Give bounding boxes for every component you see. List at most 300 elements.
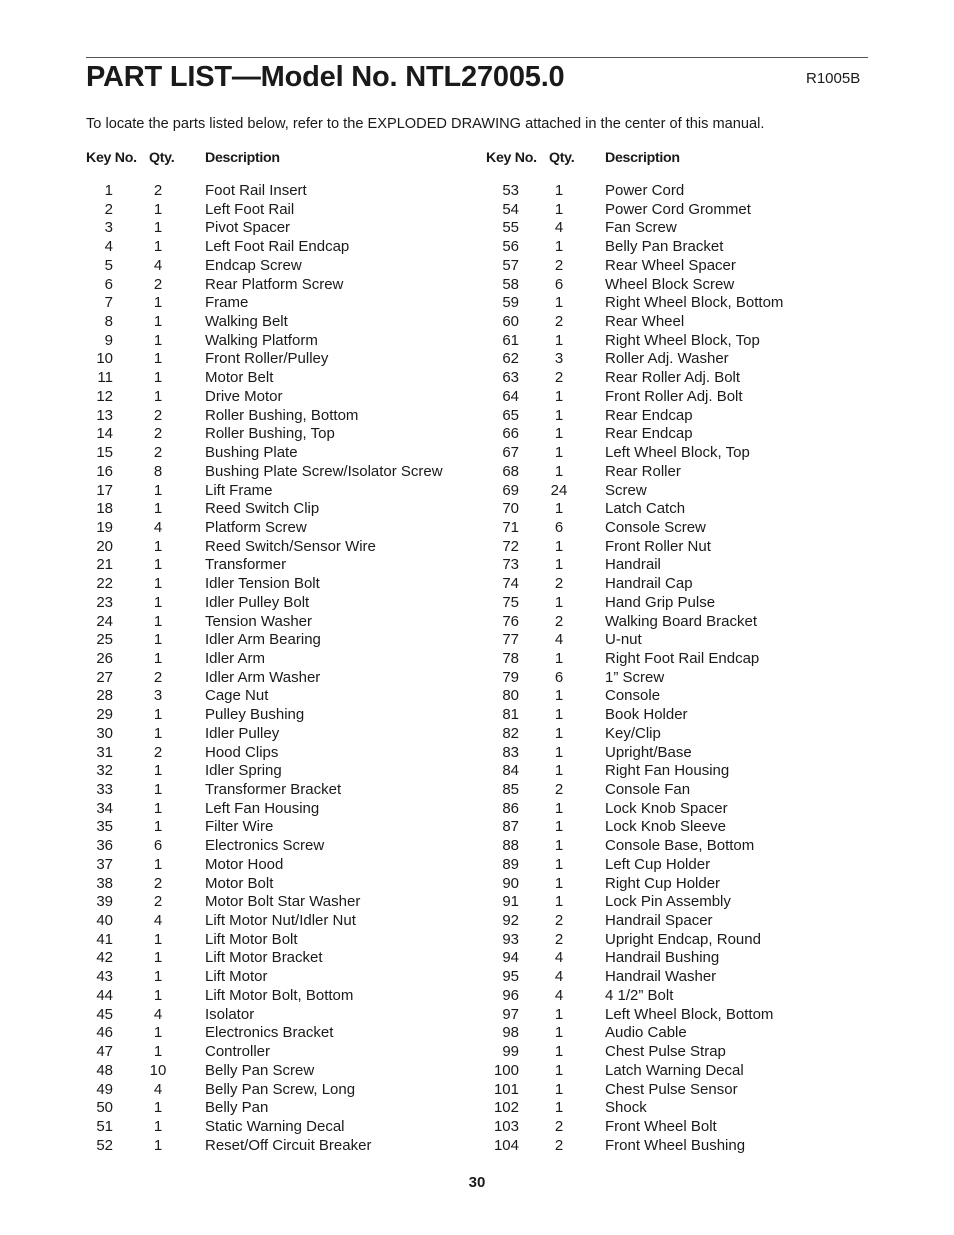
part-row <box>484 1043 884 1062</box>
part-key-no: 96 <box>502 986 519 1004</box>
part-qty: 4 <box>153 1080 163 1098</box>
part-description: Idler Spring <box>205 762 282 780</box>
part-description: Front Roller/Pulley <box>205 350 329 368</box>
part-row <box>84 257 484 276</box>
part-qty: 1 <box>554 1005 564 1023</box>
part-row <box>84 575 484 594</box>
parts-list <box>84 182 484 1155</box>
part-qty: 4 <box>554 986 564 1004</box>
part-row <box>484 1118 884 1137</box>
part-row <box>484 276 884 295</box>
part-row <box>484 238 884 257</box>
column-header <box>84 150 484 172</box>
part-description: Belly Pan Bracket <box>605 238 724 256</box>
part-qty: 1 <box>153 481 163 499</box>
part-description: Left Foot Rail <box>205 200 295 218</box>
part-qty: 2 <box>153 275 163 293</box>
part-description: Roller Bushing, Bottom <box>205 406 359 424</box>
part-qty: 2 <box>554 369 564 387</box>
part-row <box>84 388 484 407</box>
part-row <box>84 369 484 388</box>
document-code: R1005B <box>806 70 861 87</box>
part-key-no: 95 <box>502 968 519 986</box>
part-qty: 1 <box>153 706 163 724</box>
part-description: Motor Bolt Star Washer <box>205 893 361 911</box>
part-key-no: 20 <box>96 537 113 555</box>
part-key-no: 7 <box>104 294 113 312</box>
part-row <box>84 313 484 332</box>
part-row <box>484 1081 884 1100</box>
part-qty: 1 <box>554 855 564 873</box>
part-qty: 2 <box>554 781 564 798</box>
part-key-no: 47 <box>96 1043 113 1061</box>
part-row <box>484 912 884 931</box>
part-row <box>484 482 884 501</box>
part-row <box>484 388 884 407</box>
part-row <box>484 613 884 632</box>
part-qty: 1 <box>153 1117 163 1135</box>
part-description: Bushing Plate <box>205 444 298 462</box>
part-row <box>84 762 484 781</box>
part-key-no: 9 <box>104 331 113 349</box>
part-key-no: 52 <box>96 1136 113 1154</box>
part-key-no: 92 <box>502 912 519 930</box>
part-qty: 6 <box>554 275 564 293</box>
part-key-no: 17 <box>96 481 113 499</box>
part-description: Motor Bolt <box>205 874 274 892</box>
part-description: Handrail Washer <box>605 968 717 986</box>
header-qty: Qty. <box>549 150 575 166</box>
part-row <box>484 669 884 688</box>
part-row <box>84 294 484 313</box>
part-description: Audio Cable <box>605 1024 687 1042</box>
part-key-no: 81 <box>502 706 519 724</box>
part-row <box>84 781 484 800</box>
part-key-no: 32 <box>96 762 113 780</box>
part-description: Reset/Off Circuit Breaker <box>205 1136 372 1154</box>
part-key-no: 69 <box>502 481 519 499</box>
part-key-no: 88 <box>502 837 519 855</box>
part-row <box>484 500 884 519</box>
part-row <box>484 538 884 557</box>
part-key-no: 98 <box>502 1024 519 1042</box>
part-key-no: 76 <box>502 612 519 630</box>
part-qty: 2 <box>554 912 564 930</box>
part-description: Idler Pulley <box>205 724 280 742</box>
part-key-no: 83 <box>502 743 519 761</box>
part-qty: 2 <box>554 256 564 274</box>
header-qty: Qty. <box>149 150 175 166</box>
part-row <box>484 444 884 463</box>
part-description: Front Roller Nut <box>605 537 711 555</box>
part-row <box>84 463 484 482</box>
part-key-no: 35 <box>96 818 113 836</box>
part-row <box>84 856 484 875</box>
part-description: Left Fan Housing <box>205 799 320 817</box>
part-row <box>84 482 484 501</box>
part-description: Motor Hood <box>205 855 284 873</box>
part-qty: 1 <box>554 874 564 892</box>
part-qty: 6 <box>554 668 564 686</box>
part-key-no: 14 <box>96 425 113 443</box>
part-description: Walking Platform <box>205 331 318 349</box>
part-qty: 2 <box>554 575 564 593</box>
part-qty: 1 <box>554 649 564 667</box>
part-qty: 1 <box>554 1099 564 1117</box>
part-description: Belly Pan <box>205 1099 269 1117</box>
part-key-no: 3 <box>104 219 113 237</box>
part-description: Lift Frame <box>205 481 273 499</box>
part-row <box>84 818 484 837</box>
part-qty: 1 <box>554 1061 564 1079</box>
part-description: Front Wheel Bushing <box>605 1136 746 1154</box>
part-row <box>484 1024 884 1043</box>
part-description: Hood Clips <box>205 743 279 761</box>
part-key-no: 24 <box>96 612 113 630</box>
part-key-no: 90 <box>502 874 519 892</box>
part-key-no: 30 <box>96 724 113 742</box>
part-key-no: 46 <box>96 1024 113 1042</box>
part-qty: 1 <box>554 556 564 574</box>
part-description: Idler Arm Washer <box>205 668 321 686</box>
part-qty: 2 <box>153 406 163 424</box>
part-key-no: 94 <box>502 949 519 967</box>
part-qty: 2 <box>554 612 564 630</box>
part-row <box>84 1099 484 1118</box>
part-qty: 2 <box>554 1136 564 1154</box>
part-key-no: 73 <box>502 556 519 574</box>
part-description: Console Fan <box>605 781 691 798</box>
part-description: Handrail Cap <box>605 575 693 593</box>
part-row <box>484 837 884 856</box>
part-description: Reed Switch/Sensor Wire <box>205 537 376 555</box>
part-qty: 1 <box>153 1099 163 1117</box>
part-description: Lift Motor Bolt, Bottom <box>205 986 354 1004</box>
part-description: Handrail <box>605 556 661 574</box>
part-qty: 2 <box>153 182 163 199</box>
part-row <box>484 350 884 369</box>
part-key-no: 21 <box>96 556 113 574</box>
part-key-no: 59 <box>502 294 519 312</box>
part-row <box>484 219 884 238</box>
part-row <box>484 294 884 313</box>
part-description: Left Wheel Block, Bottom <box>605 1005 774 1023</box>
part-row <box>84 556 484 575</box>
part-description: Motor Belt <box>205 369 274 387</box>
part-qty: 1 <box>554 200 564 218</box>
part-row <box>484 369 884 388</box>
part-qty: 1 <box>153 331 163 349</box>
part-row <box>84 332 484 351</box>
part-description: Idler Arm Bearing <box>205 631 321 649</box>
part-qty: 3 <box>554 350 564 368</box>
part-qty: 1 <box>554 406 564 424</box>
page-number: 30 <box>468 1174 486 1191</box>
part-qty: 1 <box>554 893 564 911</box>
part-key-no: 60 <box>502 313 519 331</box>
part-key-no: 43 <box>96 968 113 986</box>
part-row <box>484 800 884 819</box>
part-qty: 1 <box>153 799 163 817</box>
part-description: Upright Endcap, Round <box>605 930 761 948</box>
header-description: Description <box>205 150 280 166</box>
part-key-no: 86 <box>502 799 519 817</box>
part-key-no: 99 <box>502 1043 519 1061</box>
part-row <box>484 818 884 837</box>
part-row <box>484 762 884 781</box>
part-description: Front Roller Adj. Bolt <box>605 387 743 405</box>
part-row <box>484 182 884 201</box>
part-qty: 2 <box>153 874 163 892</box>
part-row <box>484 856 884 875</box>
part-key-no: 2 <box>104 200 113 218</box>
part-key-no: 13 <box>96 406 113 424</box>
part-row <box>484 1006 884 1025</box>
intro-text: To locate the parts listed below, refer to the EXPLODED DRAWING attached in the center of this manual. <box>86 116 765 132</box>
part-key-no: 66 <box>502 425 519 443</box>
part-description: Chest Pulse Sensor <box>605 1080 738 1098</box>
part-key-no: 4 <box>104 238 113 256</box>
part-key-no: 38 <box>96 874 113 892</box>
part-row <box>84 949 484 968</box>
part-description: Shock <box>605 1099 647 1117</box>
part-description: Rear Endcap <box>605 406 693 424</box>
part-description: Walking Board Bracket <box>605 612 758 630</box>
part-description: Rear Wheel <box>605 313 685 331</box>
part-description: Transformer Bracket <box>205 781 342 798</box>
part-row <box>84 1081 484 1100</box>
part-qty: 2 <box>153 668 163 686</box>
part-qty: 1 <box>153 593 163 611</box>
part-description: Cage Nut <box>205 687 269 705</box>
part-description: Electronics Bracket <box>205 1024 334 1042</box>
part-key-no: 70 <box>502 500 519 518</box>
top-rule <box>86 57 868 58</box>
part-qty: 2 <box>554 313 564 331</box>
part-key-no: 23 <box>96 593 113 611</box>
part-description: Console Screw <box>605 518 706 536</box>
part-qty: 1 <box>153 369 163 387</box>
part-key-no: 41 <box>96 930 113 948</box>
part-description: Right Foot Rail Endcap <box>605 649 760 667</box>
part-description: Screw <box>605 481 647 499</box>
part-key-no: 26 <box>96 649 113 667</box>
part-key-no: 33 <box>96 781 113 798</box>
part-qty: 1 <box>554 1080 564 1098</box>
part-description: Lift Motor <box>205 968 268 986</box>
part-description: Idler Tension Bolt <box>205 575 320 593</box>
part-row <box>484 781 884 800</box>
part-qty: 1 <box>153 855 163 873</box>
part-key-no: 58 <box>502 275 519 293</box>
part-row <box>84 837 484 856</box>
part-description: Roller Bushing, Top <box>205 425 335 443</box>
part-qty: 1 <box>153 500 163 518</box>
part-row <box>84 219 484 238</box>
part-key-no: 49 <box>96 1080 113 1098</box>
part-row <box>84 1024 484 1043</box>
part-qty: 2 <box>554 1117 564 1135</box>
part-key-no: 16 <box>96 462 113 480</box>
part-key-no: 19 <box>96 518 113 536</box>
part-description: Lock Pin Assembly <box>605 893 731 911</box>
part-description: Rear Roller <box>605 462 681 480</box>
part-key-no: 64 <box>502 387 519 405</box>
part-qty: 1 <box>554 724 564 742</box>
part-key-no: 15 <box>96 444 113 462</box>
part-qty: 1 <box>554 743 564 761</box>
part-qty: 1 <box>153 350 163 368</box>
part-row <box>484 425 884 444</box>
part-qty: 1 <box>554 593 564 611</box>
part-qty: 1 <box>153 200 163 218</box>
part-row <box>84 968 484 987</box>
part-row <box>484 1099 884 1118</box>
part-row <box>84 613 484 632</box>
part-description: Rear Platform Screw <box>205 275 344 293</box>
part-description: Rear Roller Adj. Bolt <box>605 369 741 387</box>
part-description: U-nut <box>605 631 642 649</box>
part-qty: 3 <box>153 687 163 705</box>
part-qty: 1 <box>554 687 564 705</box>
part-key-no: 28 <box>96 687 113 705</box>
part-row <box>84 687 484 706</box>
part-key-no: 103 <box>493 1117 519 1135</box>
part-row <box>84 1043 484 1062</box>
part-qty: 1 <box>153 238 163 256</box>
part-row <box>84 407 484 426</box>
part-key-no: 8 <box>104 313 113 331</box>
part-qty: 1 <box>153 818 163 836</box>
part-description: Isolator <box>205 1005 255 1023</box>
part-row <box>84 650 484 669</box>
part-key-no: 74 <box>502 575 519 593</box>
part-description: Left Foot Rail Endcap <box>205 238 350 256</box>
part-description: Electronics Screw <box>205 837 325 855</box>
parts-column-right <box>484 150 884 1154</box>
page-title: PART LIST—Model No. NTL27005.0 <box>86 61 565 93</box>
part-qty: 1 <box>554 837 564 855</box>
part-key-no: 1 <box>104 182 113 199</box>
part-row <box>84 706 484 725</box>
part-row <box>484 332 884 351</box>
part-key-no: 97 <box>502 1005 519 1023</box>
part-description: Idler Pulley Bolt <box>205 593 310 611</box>
part-key-no: 85 <box>502 781 519 798</box>
part-row <box>84 594 484 613</box>
part-description: Right Cup Holder <box>605 874 721 892</box>
part-qty: 4 <box>153 1005 163 1023</box>
part-key-no: 100 <box>493 1061 519 1079</box>
part-qty: 1 <box>554 762 564 780</box>
part-key-no: 36 <box>96 837 113 855</box>
part-description: Drive Motor <box>205 387 283 405</box>
part-key-no: 91 <box>502 893 519 911</box>
part-qty: 1 <box>153 949 163 967</box>
part-key-no: 67 <box>502 444 519 462</box>
part-row <box>484 257 884 276</box>
part-row <box>484 893 884 912</box>
part-description: Right Wheel Block, Bottom <box>605 294 784 312</box>
part-row <box>84 425 484 444</box>
part-row <box>484 463 884 482</box>
part-key-no: 48 <box>96 1061 113 1079</box>
part-description: Pulley Bushing <box>205 706 305 724</box>
part-row <box>484 313 884 332</box>
part-qty: 1 <box>554 799 564 817</box>
part-key-no: 79 <box>502 668 519 686</box>
part-qty: 6 <box>153 837 163 855</box>
part-qty: 1 <box>554 818 564 836</box>
part-key-no: 10 <box>96 350 113 368</box>
part-description: Latch Catch <box>605 500 686 518</box>
part-row <box>484 931 884 950</box>
part-qty: 1 <box>153 387 163 405</box>
part-key-no: 75 <box>502 593 519 611</box>
part-key-no: 50 <box>96 1099 113 1117</box>
part-key-no: 11 <box>97 369 113 387</box>
part-qty: 1 <box>554 1024 564 1042</box>
part-qty: 1 <box>554 706 564 724</box>
header-description: Description <box>605 150 680 166</box>
part-qty: 1 <box>554 462 564 480</box>
part-key-no: 37 <box>96 855 113 873</box>
part-key-no: 42 <box>96 949 113 967</box>
part-key-no: 68 <box>502 462 519 480</box>
part-description: Left Cup Holder <box>605 855 711 873</box>
part-qty: 1 <box>554 537 564 555</box>
part-qty: 1 <box>153 537 163 555</box>
column-header <box>484 150 884 172</box>
header-key-no: Key No. <box>86 150 137 166</box>
part-qty: 24 <box>550 481 568 499</box>
part-row <box>484 519 884 538</box>
part-description: Lock Knob Spacer <box>605 799 728 817</box>
part-key-no: 25 <box>96 631 113 649</box>
part-description: Transformer <box>205 556 287 574</box>
part-row <box>84 744 484 763</box>
part-description: Bushing Plate Screw/Isolator Screw <box>205 462 443 480</box>
part-key-no: 56 <box>502 238 519 256</box>
part-description: Rear Wheel Spacer <box>605 256 736 274</box>
part-qty: 4 <box>153 912 163 930</box>
part-row <box>84 631 484 650</box>
part-description: Handrail Spacer <box>605 912 713 930</box>
part-row <box>84 519 484 538</box>
part-qty: 6 <box>554 518 564 536</box>
part-row <box>84 500 484 519</box>
part-description: Static Warning Decal <box>205 1117 345 1135</box>
part-row <box>484 201 884 220</box>
part-key-no: 12 <box>96 387 113 405</box>
part-key-no: 101 <box>493 1080 519 1098</box>
part-key-no: 18 <box>96 500 113 518</box>
part-row <box>84 350 484 369</box>
part-qty: 1 <box>153 724 163 742</box>
part-qty: 1 <box>153 575 163 593</box>
part-row <box>84 182 484 201</box>
part-description: Chest Pulse Strap <box>605 1043 726 1061</box>
part-row <box>84 1118 484 1137</box>
part-key-no: 5 <box>104 256 113 274</box>
part-key-no: 31 <box>96 743 113 761</box>
part-key-no: 72 <box>502 537 519 555</box>
part-key-no: 82 <box>502 724 519 742</box>
part-description: Tension Washer <box>205 612 312 630</box>
part-qty: 2 <box>153 444 163 462</box>
part-row <box>84 1062 484 1081</box>
part-key-no: 34 <box>96 799 113 817</box>
